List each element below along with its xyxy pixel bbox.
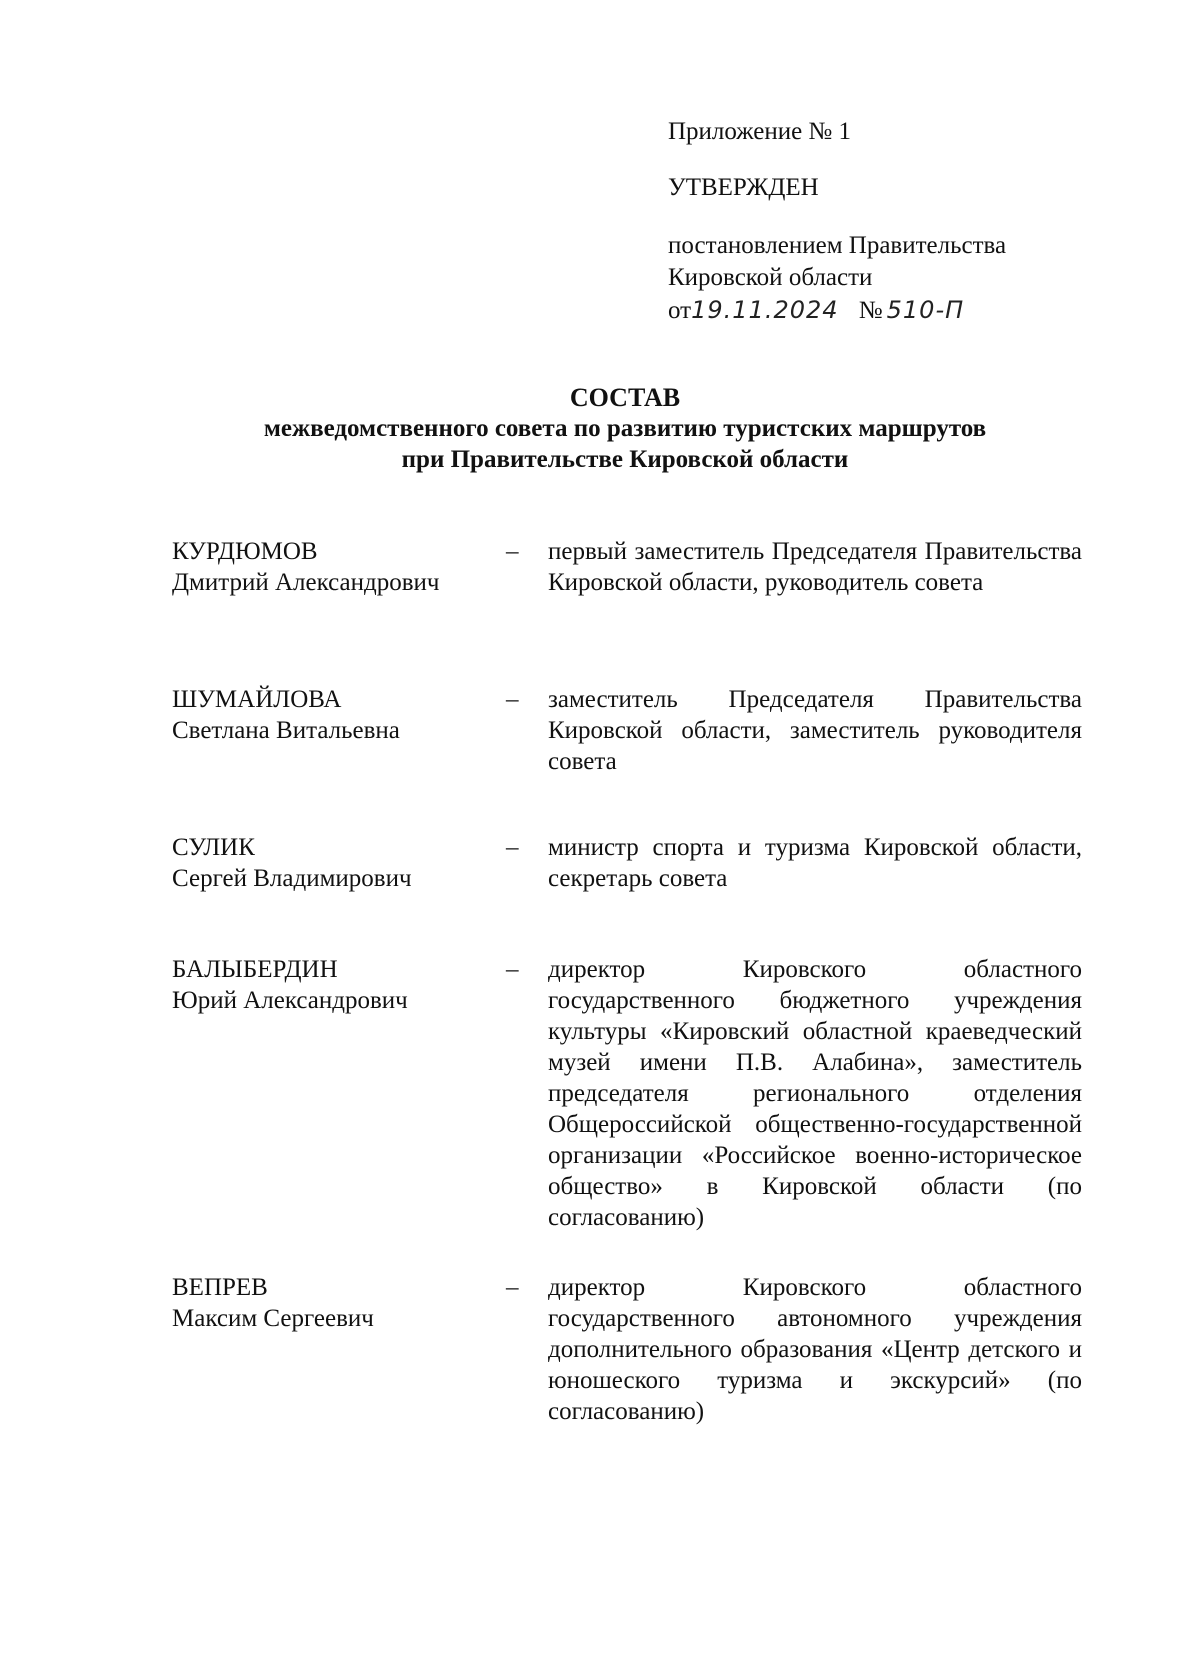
- member-dash: –: [506, 834, 519, 861]
- member-role: министр спорта и туризма Кировской области, секретарь совета: [548, 834, 1082, 892]
- member-role: директор Кировского областного государственного бюджетного учреждения культуры «Кировский областной краеведческий музей имени П.В. Алабина», заместитель председателя регионального отделения Общероссийской общественно-государственной организации «Российское военно-историческое общество» в Кировской области (по согласованию): [548, 956, 1082, 1231]
- title-main: СОСТАВ: [569, 383, 681, 412]
- member-given-names: Светлана Витальевна: [172, 717, 400, 744]
- approval-block: [668, 116, 1148, 327]
- member-surname: БАЛЫБЕРДИН: [172, 956, 338, 983]
- member-name: [172, 954, 492, 1016]
- member-given-names: Юрий Александрович: [172, 987, 408, 1014]
- handwritten-number: 510-П: [886, 296, 965, 324]
- member-surname: СУЛИК: [172, 834, 255, 861]
- member-dash: –: [506, 956, 519, 983]
- document-title: [0, 382, 1200, 475]
- member-given-names: Дмитрий Александрович: [172, 569, 440, 596]
- member-dash: –: [506, 538, 519, 565]
- decree-date-line: [668, 294, 1148, 327]
- member-surname: ШУМАЙЛОВА: [172, 686, 342, 713]
- date-prefix: от: [668, 297, 692, 324]
- member-surname: ВЕПРЕВ: [172, 1274, 268, 1301]
- member-role: заместитель Председателя Правительства Кировской области, заместитель руководителя совета: [548, 686, 1082, 775]
- member-name: [172, 536, 492, 598]
- member-name: [172, 1272, 492, 1334]
- member-name: [172, 684, 492, 746]
- appendix-label: Приложение № 1: [668, 118, 852, 145]
- member-dash: –: [506, 686, 519, 713]
- decree-line-1: постановлением Правительства: [668, 232, 1007, 259]
- title-line-2: межведомственного совета по развитию туристских маршрутов: [263, 415, 987, 442]
- member-dash: –: [506, 1274, 519, 1301]
- member-role: первый заместитель Председателя Правительства Кировской области, руководитель совета: [548, 538, 1082, 596]
- member-given-names: Сергей Владимирович: [172, 865, 412, 892]
- member-given-names: Максим Сергеевич: [172, 1305, 374, 1332]
- number-prefix: №: [858, 297, 883, 324]
- handwritten-date: 19.11.2024: [691, 296, 839, 324]
- member-surname: КУРДЮМОВ: [172, 538, 318, 565]
- title-line-3: при Правительстве Кировской области: [401, 446, 849, 473]
- approved-label: УТВЕРЖДЕН: [668, 174, 819, 201]
- decree-line-2: Кировской области: [668, 264, 873, 291]
- member-role: директор Кировского областного государственного автономного учреждения дополнительного образования «Центр детского и юношеского туризма и экскурсий» (по согласованию): [548, 1274, 1082, 1425]
- member-name: [172, 832, 492, 894]
